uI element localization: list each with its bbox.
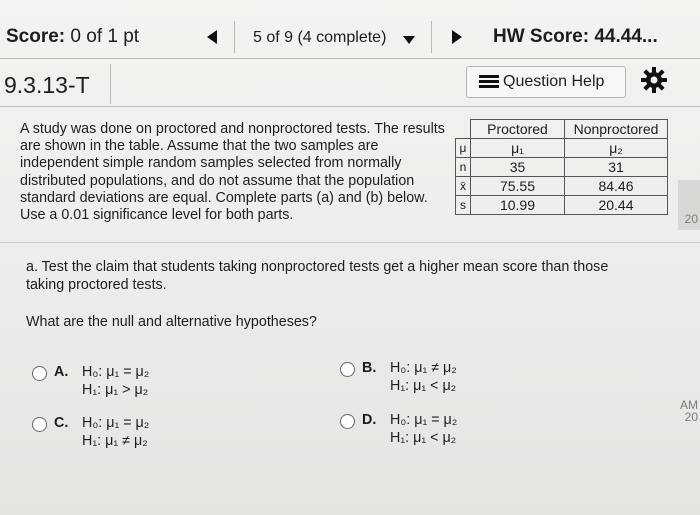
background-text: AM: [680, 398, 698, 412]
previous-question-icon[interactable]: [207, 30, 217, 44]
data-table: [455, 119, 668, 215]
option-letter: C.: [54, 415, 69, 431]
question-text: What are the null and alternative hypotheses?: [26, 314, 317, 330]
table-header-row: [456, 120, 668, 139]
option-letter: D.: [362, 412, 377, 428]
table-cell: 31: [565, 158, 668, 177]
question-help-label: Question Help: [503, 73, 605, 90]
null-hypothesis: H₀: μ₁ = μ₂: [82, 415, 150, 431]
null-hypothesis: H₀: μ₁ = μ₂: [390, 412, 458, 428]
background-text: 20: [684, 410, 698, 424]
row-label: μ: [456, 139, 471, 158]
table-header: Proctored: [471, 120, 565, 139]
row-label: s: [456, 196, 471, 215]
row-label: n: [456, 158, 471, 177]
radio-option-a[interactable]: [32, 366, 47, 381]
table-cell: μ₂: [565, 139, 668, 158]
table-cell: 20.44: [565, 196, 668, 215]
alternative-hypothesis: H₁: μ₁ ≠ μ₂: [82, 433, 148, 449]
table-cell: 10.99: [471, 196, 565, 215]
option-letter: A.: [54, 364, 69, 380]
top-bar: [0, 14, 700, 59]
divider: [0, 106, 700, 107]
gear-icon[interactable]: [640, 66, 668, 94]
problem-intro: A study was done on proctored and nonproctored tests. The results are shown in the table. Assume that the two samples are independent simple random samples selected from normally distributed populations, and do not assume that the population standard deviations are equal. Complete parts (a) and (b) below. Use a 0.01 significance level for both parts.: [20, 121, 445, 224]
null-hypothesis: H₀: μ₁ ≠ μ₂: [390, 360, 457, 376]
divider: [0, 242, 700, 243]
alternative-hypothesis: H₁: μ₁ < μ₂: [390, 378, 457, 394]
radio-option-b[interactable]: [340, 362, 355, 377]
table-header: Nonproctored: [565, 120, 668, 139]
radio-option-c[interactable]: [32, 417, 47, 432]
alternative-hypothesis: H₁: μ₁ > μ₂: [82, 382, 149, 398]
table-row: [456, 177, 668, 196]
radio-option-d[interactable]: [340, 414, 355, 429]
row-label: x̄: [456, 177, 471, 196]
null-hypothesis: H₀: μ₁ = μ₂: [82, 364, 150, 380]
list-icon: [479, 75, 499, 89]
next-question-icon[interactable]: [452, 30, 462, 44]
background-text: 20: [684, 212, 698, 226]
chevron-down-icon: [403, 36, 415, 44]
table-row: [456, 158, 668, 177]
alternative-hypothesis: H₁: μ₁ < μ₂: [390, 430, 457, 446]
table-row: [456, 139, 668, 158]
option-letter: B.: [362, 360, 377, 376]
table-cell: 75.55: [471, 177, 565, 196]
question-selector[interactable]: [234, 21, 432, 53]
table-cell: 35: [471, 158, 565, 177]
table-cell: 84.46: [565, 177, 668, 196]
question-help-button[interactable]: [466, 66, 626, 98]
score-label: Score:: [6, 26, 66, 47]
problem-id: 9.3.13-T: [4, 72, 90, 98]
score-value: 0 of 1 pt: [70, 26, 140, 47]
part-a-text: a. Test the claim that students taking nonproctored tests get a higher mean score than those taking proctored tests.: [26, 259, 609, 293]
score: [6, 26, 139, 48]
question-selector-label: 5 of 9 (4 complete): [253, 29, 387, 46]
table-cell: μ₁: [471, 139, 565, 158]
table-row: [456, 196, 668, 215]
hw-score: HW Score: 44.44...: [493, 26, 658, 47]
